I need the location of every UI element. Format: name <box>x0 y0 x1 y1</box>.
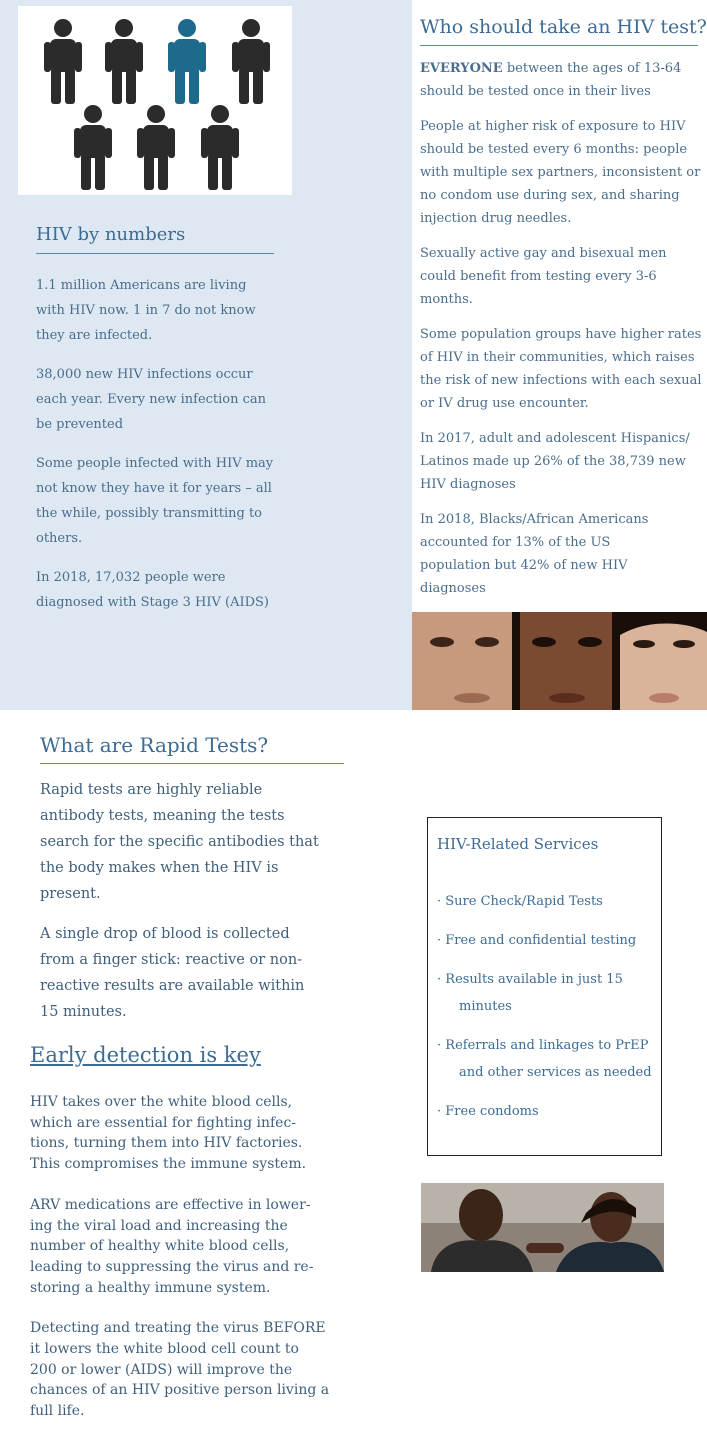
who-should-test-text: EVERYONE between the ages of 13-64 should be tested once in their lives People at higher risk of exposure to HIV should be tested every 6 months: people with multiple sex partners, inconsistent or no condom use during sex, and sharing injection drug needles. Sexually active gay and bisexual men could benefit from testing every 3-6 months. Some population groups have higher rates of HIV in their communities, which raises the risk of new infections with each sexual or IV drug use encounter. In 2017, adult and adolescent Hispanics/ Latinos made up 26% of the 38,739 new HIV diagnoses In 2018, Blacks/African Americans accounted for 13% of the US population but 42% of new HIV diagnoses <box>420 61 702 596</box>
hiv-numbers-heading: HIV by numbers <box>36 224 186 245</box>
rapid-tests-heading: What are Rapid Tests? <box>40 733 269 757</box>
services-list: · Sure Check/Rapid Tests · Free and confidential testing · Results available in just 15 minutes · Referrals and linkages to PrEP and other services as needed · Free condoms <box>437 888 652 1125</box>
services-title: HIV-Related Services <box>437 835 599 853</box>
people-icon <box>18 6 292 195</box>
early-detection-text: HIV takes over the white blood cells, which are essential for fighting infec- tions, turning them into HIV factories. This compromises the immune system. ARV medications are effective in lower- ing the viral load and increasing the number of healthy white blood cells, leading to suppressing the virus and re- storing a healthy immune system. Detecting and treating the virus BEFORE it lowers the white blood cell count to 200 or lower (AIDS) will improve the chances of an HIV positive person living a full life. <box>30 1094 330 1420</box>
list-item: · Referrals and linkages to PrEP <box>437 1038 649 1053</box>
early-detection-heading: Early detection is key <box>30 1043 261 1067</box>
heading-rule <box>40 763 344 764</box>
people-illustration <box>18 6 292 195</box>
men-photo <box>421 1183 664 1272</box>
services-box <box>427 817 662 1156</box>
list-item: · Free and confidential testing <box>437 933 637 948</box>
who-should-test-heading: Who should take an HIV test? <box>420 16 707 38</box>
hiv-numbers-text: 1.1 million Americans are living with HIV now. 1 in 7 do not know they are infected. 38,000 new HIV infections occur each year. Every new infection can be prevented Some people infected with HIV may not know they have it for years – all the while, possibly transmitting to others. In 2018, 17,032 people were diagnosed with Stage 3 HIV (AIDS) <box>36 278 274 610</box>
list-item: · Free condoms <box>437 1104 539 1119</box>
list-item: · Results available in just 15 <box>437 972 623 987</box>
heading-rule <box>420 45 698 46</box>
rapid-tests-text: Rapid tests are highly reliable antibody tests, meaning the tests search for the specific antibodies that the body makes when the HIV is present. A single drop of blood is collected from a finger stick: reactive or non- reactive results are available within 15 minutes. <box>40 782 319 1020</box>
list-item: · Sure Check/Rapid Tests <box>437 894 603 909</box>
men-image <box>421 1183 664 1272</box>
faces-photo <box>412 612 707 710</box>
faces-image <box>412 612 707 710</box>
heading-rule <box>36 253 274 254</box>
everyone-emphasis: EVERYONE <box>420 61 503 76</box>
